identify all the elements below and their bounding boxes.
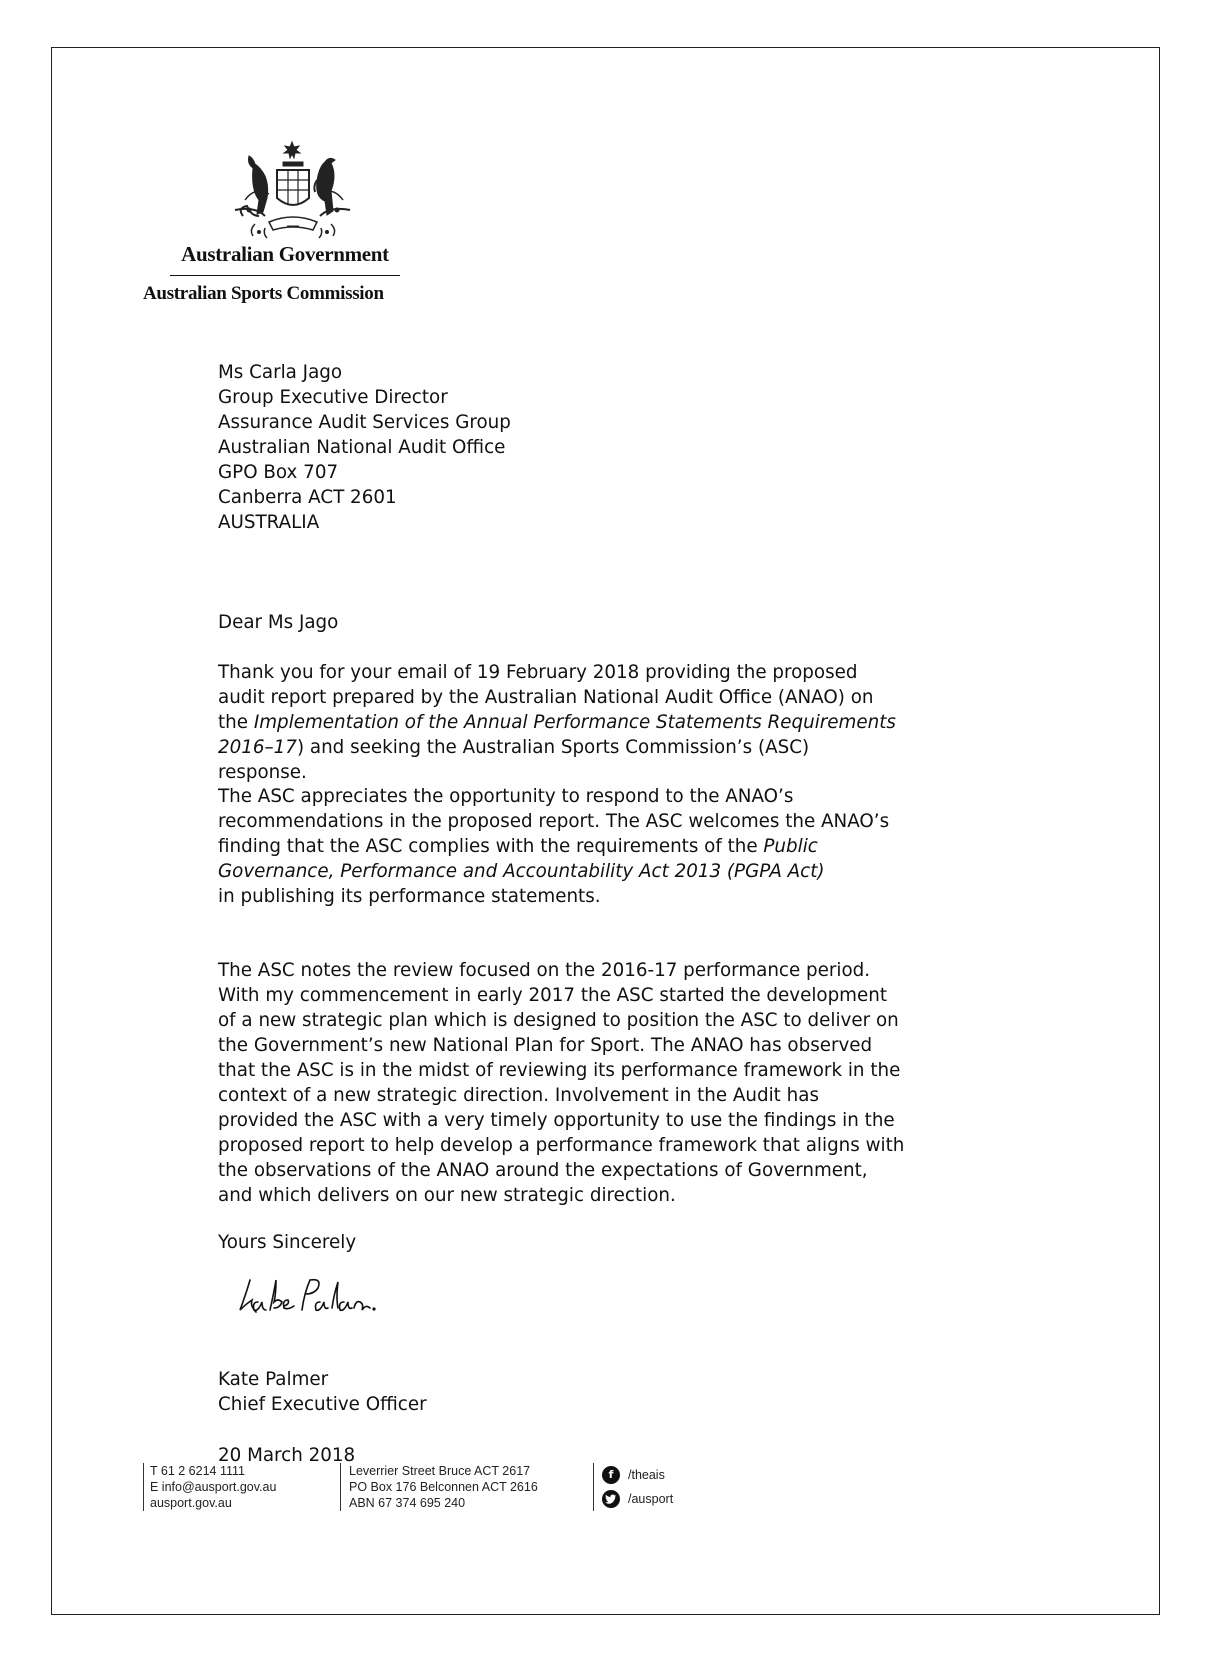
paragraph-line: in publishing its performance statements. bbox=[218, 886, 601, 907]
footer-social bbox=[593, 1463, 673, 1511]
paragraph-line bbox=[218, 834, 1008, 859]
address-line: Canberra ACT 2601 bbox=[218, 487, 397, 508]
facebook-icon: f bbox=[602, 1466, 620, 1484]
footer-contact bbox=[143, 1463, 276, 1511]
paragraph-line: the observations of the ANAO around the expectations of Government, bbox=[218, 1160, 868, 1181]
coat-of-arms-icon bbox=[225, 140, 360, 240]
recipient-address bbox=[218, 360, 511, 535]
closing: Yours Sincerely bbox=[218, 1232, 357, 1253]
header-divider bbox=[170, 275, 400, 276]
address-line: Assurance Audit Services Group bbox=[218, 412, 511, 433]
text-run: finding that the ASC complies with the requirements of the bbox=[218, 836, 764, 857]
facebook-handle: /theais bbox=[628, 1468, 665, 1482]
paragraph-line bbox=[218, 735, 1008, 760]
footer-address bbox=[340, 1463, 538, 1511]
address-line: Ms Carla Jago bbox=[218, 362, 343, 383]
letter-date: 20 March 2018 bbox=[218, 1445, 356, 1466]
text-run: the bbox=[218, 712, 254, 733]
paragraph-line: the Government’s new National Plan for Sport. The ANAO has observed bbox=[218, 1035, 873, 1056]
paragraph-line: proposed report to help develop a performance framework that aligns with bbox=[218, 1135, 905, 1156]
footer-po-box: PO Box 176 Belconnen ACT 2616 bbox=[349, 1480, 538, 1494]
footer-abn: ABN 67 374 695 240 bbox=[349, 1496, 466, 1510]
text-run: ) and seeking the Australian Sports Commission’s (ASC) bbox=[296, 737, 810, 758]
paragraph-line: Thank you for your email of 19 February 2018 providing the proposed bbox=[218, 662, 858, 683]
act-title-italic: Governance, Performance and Accountability Act 2013 (PGPA Act) bbox=[218, 861, 825, 882]
department-title: Australian Sports Commission bbox=[143, 283, 384, 304]
paragraph-line: context of a new strategic direction. Involvement in the Audit has bbox=[218, 1085, 819, 1106]
social-twitter bbox=[602, 1487, 673, 1511]
social-facebook bbox=[602, 1463, 673, 1487]
report-title-italic: Implementation of the Annual Performance Statements Requirements bbox=[253, 712, 896, 733]
signatory-title: Chief Executive Officer bbox=[218, 1394, 427, 1415]
paragraph-line: provided the ASC with a very timely opportunity to use the findings in the bbox=[218, 1110, 895, 1131]
signatory-block bbox=[218, 1367, 427, 1417]
handwritten-signature bbox=[236, 1272, 396, 1322]
paragraph-line: audit report prepared by the Australian National Audit Office (ANAO) on bbox=[218, 687, 874, 708]
paragraph-3 bbox=[218, 958, 1008, 1208]
report-year-italic: 2016–17 bbox=[218, 737, 297, 758]
address-line: GPO Box 707 bbox=[218, 462, 339, 483]
paragraph-line: of a new strategic plan which is designed to position the ASC to deliver on bbox=[218, 1010, 899, 1031]
paragraph-line: that the ASC is in the midst of reviewing its performance framework in the bbox=[218, 1060, 901, 1081]
signatory-name: Kate Palmer bbox=[218, 1369, 329, 1390]
paragraph-1 bbox=[218, 660, 1008, 785]
paragraph-line: The ASC appreciates the opportunity to respond to the ANAO’s bbox=[218, 786, 794, 807]
paragraph-line: recommendations in the proposed report. The ASC welcomes the ANAO’s bbox=[218, 811, 890, 832]
salutation: Dear Ms Jago bbox=[218, 612, 339, 633]
footer-phone: T 61 2 6214 1111 bbox=[150, 1464, 245, 1478]
paragraph-line: The ASC notes the review focused on the 2016-17 performance period. bbox=[218, 960, 871, 981]
paragraph-line: With my commencement in early 2017 the ASC started the development bbox=[218, 985, 887, 1006]
address-line: Group Executive Director bbox=[218, 387, 448, 408]
footer-email: E info@ausport.gov.au bbox=[150, 1480, 277, 1494]
address-line: Australian National Audit Office bbox=[218, 437, 506, 458]
paragraph-line bbox=[218, 710, 1008, 735]
address-line: AUSTRALIA bbox=[218, 512, 320, 533]
paragraph-line: and which delivers on our new strategic direction. bbox=[218, 1185, 676, 1206]
footer-street: Leverrier Street Bruce ACT 2617 bbox=[349, 1464, 531, 1478]
twitter-icon bbox=[602, 1490, 620, 1508]
twitter-handle: /ausport bbox=[628, 1492, 674, 1506]
paragraph-line: response. bbox=[218, 762, 307, 783]
paragraph-2 bbox=[218, 784, 1008, 909]
paragraph-line bbox=[218, 859, 1008, 884]
government-title: Australian Government bbox=[181, 242, 389, 266]
act-title-italic: Public bbox=[763, 836, 818, 857]
footer-website: ausport.gov.au bbox=[150, 1496, 232, 1510]
